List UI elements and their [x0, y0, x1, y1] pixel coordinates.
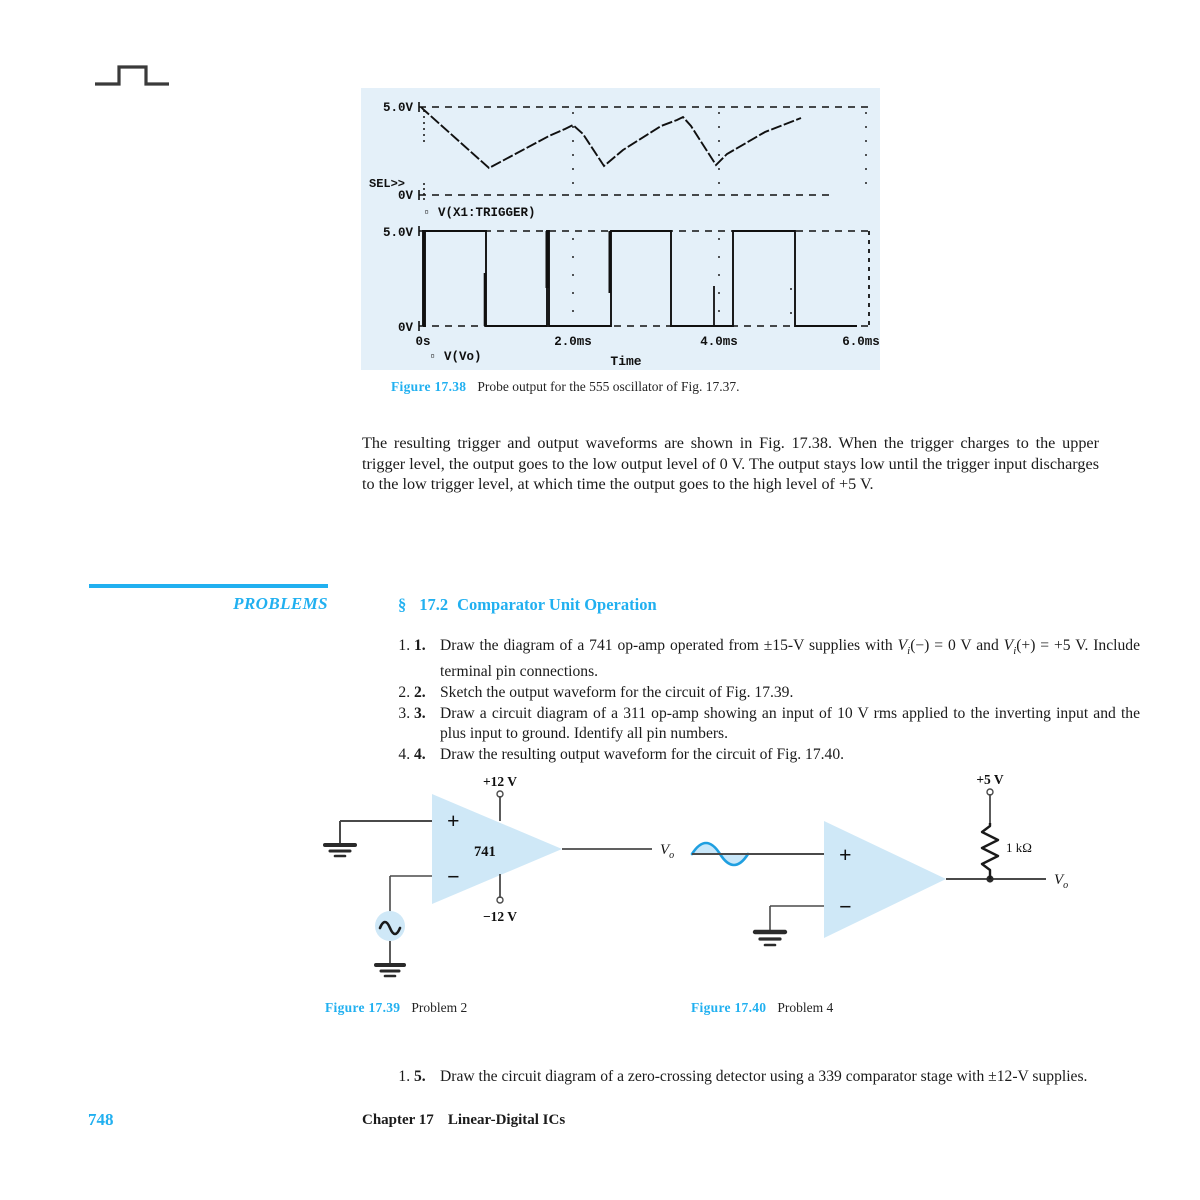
problem-item — [414, 1067, 1140, 1086]
problem-list — [374, 636, 1140, 767]
figure-caption-17-38 — [391, 379, 739, 395]
square-pulse-icon — [93, 58, 171, 94]
x-tick-2: 4.0ms — [700, 335, 738, 349]
circuit-diagram-17-39 — [322, 766, 688, 994]
ground-icon — [755, 932, 785, 945]
problem-list-lower — [374, 1067, 1140, 1088]
vee-label: −12 V — [482, 909, 518, 924]
problem-text: Draw the circuit diagram of a zero-crossing detector using a 339 comparator stage with ±12-V supplies. — [440, 1068, 1088, 1085]
ground-icon — [325, 845, 355, 856]
problem-text: Sketch the output waveform for the circuit of Fig. 17.39. — [440, 683, 794, 701]
problem-item — [414, 683, 1140, 702]
problem-text: Draw the diagram of a 741 op-amp operated from ±15-V supplies with $V_i(-) = 0$ V and $V_i(+) = +5$ V. Include terminal pin connections. — [440, 637, 1140, 680]
footer-chapter — [362, 1112, 565, 1129]
ground-icon — [376, 965, 404, 976]
ac-source-icon — [375, 911, 405, 941]
bottom-trace-ymax-label: 5.0V — [382, 226, 413, 240]
x-tick-1: 2.0ms — [554, 335, 592, 349]
problem-item — [414, 636, 1140, 681]
page-number: 748 — [88, 1110, 114, 1129]
top-trace-ymin-label: 0V — [397, 189, 413, 203]
problem-number: 1. 5. — [414, 1068, 426, 1085]
x-axis-label: Time — [610, 354, 642, 369]
problem-number: 1. 1. — [414, 637, 426, 654]
figure-caption-text: Problem 2 — [411, 1000, 468, 1015]
bottom-trace-legend: ▫ V(Vo) — [429, 350, 482, 364]
problem-number: 3. 3. — [414, 705, 426, 723]
footer-chapter-title: Linear-Digital ICs — [447, 1112, 566, 1128]
section-heading — [398, 595, 657, 615]
minus-terminal-label: − — [839, 894, 852, 919]
problems-heading: PROBLEMS — [233, 594, 328, 613]
section-number: 17.2 — [419, 595, 449, 614]
probe-output-plot — [361, 88, 880, 370]
problem-number: 2. 2. — [414, 683, 426, 701]
resistor-label: 1 kΩ — [1006, 840, 1032, 855]
circuit-diagram-17-40 — [684, 766, 1104, 994]
figure-label: Figure 17.39 — [325, 1000, 401, 1015]
resistor-icon — [982, 823, 998, 879]
opamp-part-label: 741 — [474, 844, 496, 860]
x-tick-0: 0s — [415, 335, 431, 349]
top-trace-legend: ▫ V(X1:TRIGGER) — [423, 206, 536, 220]
section-symbol: § — [398, 595, 407, 614]
footer-chapter-number: Chapter 17 — [362, 1112, 434, 1128]
figure-caption-17-40 — [691, 1000, 833, 1016]
problem-text: Draw a circuit diagram of a 311 op-amp showing an input of 10 V rms applied to the inverting input and the plus input to ground. Identify all pin numbers. — [440, 705, 1140, 742]
figure-label: Figure 17.40 — [691, 1000, 767, 1015]
figure-caption-17-39 — [325, 1000, 467, 1016]
vcc-label: +12 V — [482, 774, 518, 789]
opamp-triangle — [824, 821, 946, 938]
problems-rule — [89, 584, 328, 588]
body-paragraph: The resulting trigger and output waveforms are shown in Fig. 17.38. When the trigger charges to the upper trigger level, the output goes to the low output level of 0 V. The output stays low until the trigger input discharges to the low trigger level, at which time the output goes to the high level of +5 V. — [362, 434, 1099, 494]
figure-caption-text: Problem 4 — [777, 1000, 834, 1015]
plus-terminal-label: + — [447, 808, 460, 833]
figure-label: Figure 17.38 — [391, 379, 467, 394]
top-trace-ymax-label: 5.0V — [382, 101, 413, 115]
output-label: $V_o$ — [660, 842, 675, 861]
bottom-trace-ymin-label: 0V — [397, 321, 413, 335]
figure-caption-text: Probe output for the 555 oscillator of Fig. 17.37. — [477, 379, 740, 394]
problem-text: Draw the resulting output waveform for the circuit of Fig. 17.40. — [440, 746, 845, 764]
section-title: Comparator Unit Operation — [457, 595, 657, 614]
output-label: $V_o$ — [1054, 872, 1069, 891]
problem-number: 4. 4. — [414, 746, 426, 764]
problem-item — [414, 745, 1140, 764]
sel-marker-label: SEL>> — [369, 177, 406, 191]
x-tick-3: 6.0ms — [842, 335, 880, 349]
plus-terminal-label: + — [839, 842, 852, 867]
problem-item — [414, 704, 1140, 743]
minus-terminal-label: − — [447, 864, 460, 889]
vcc-label: +5 V — [976, 772, 1004, 787]
